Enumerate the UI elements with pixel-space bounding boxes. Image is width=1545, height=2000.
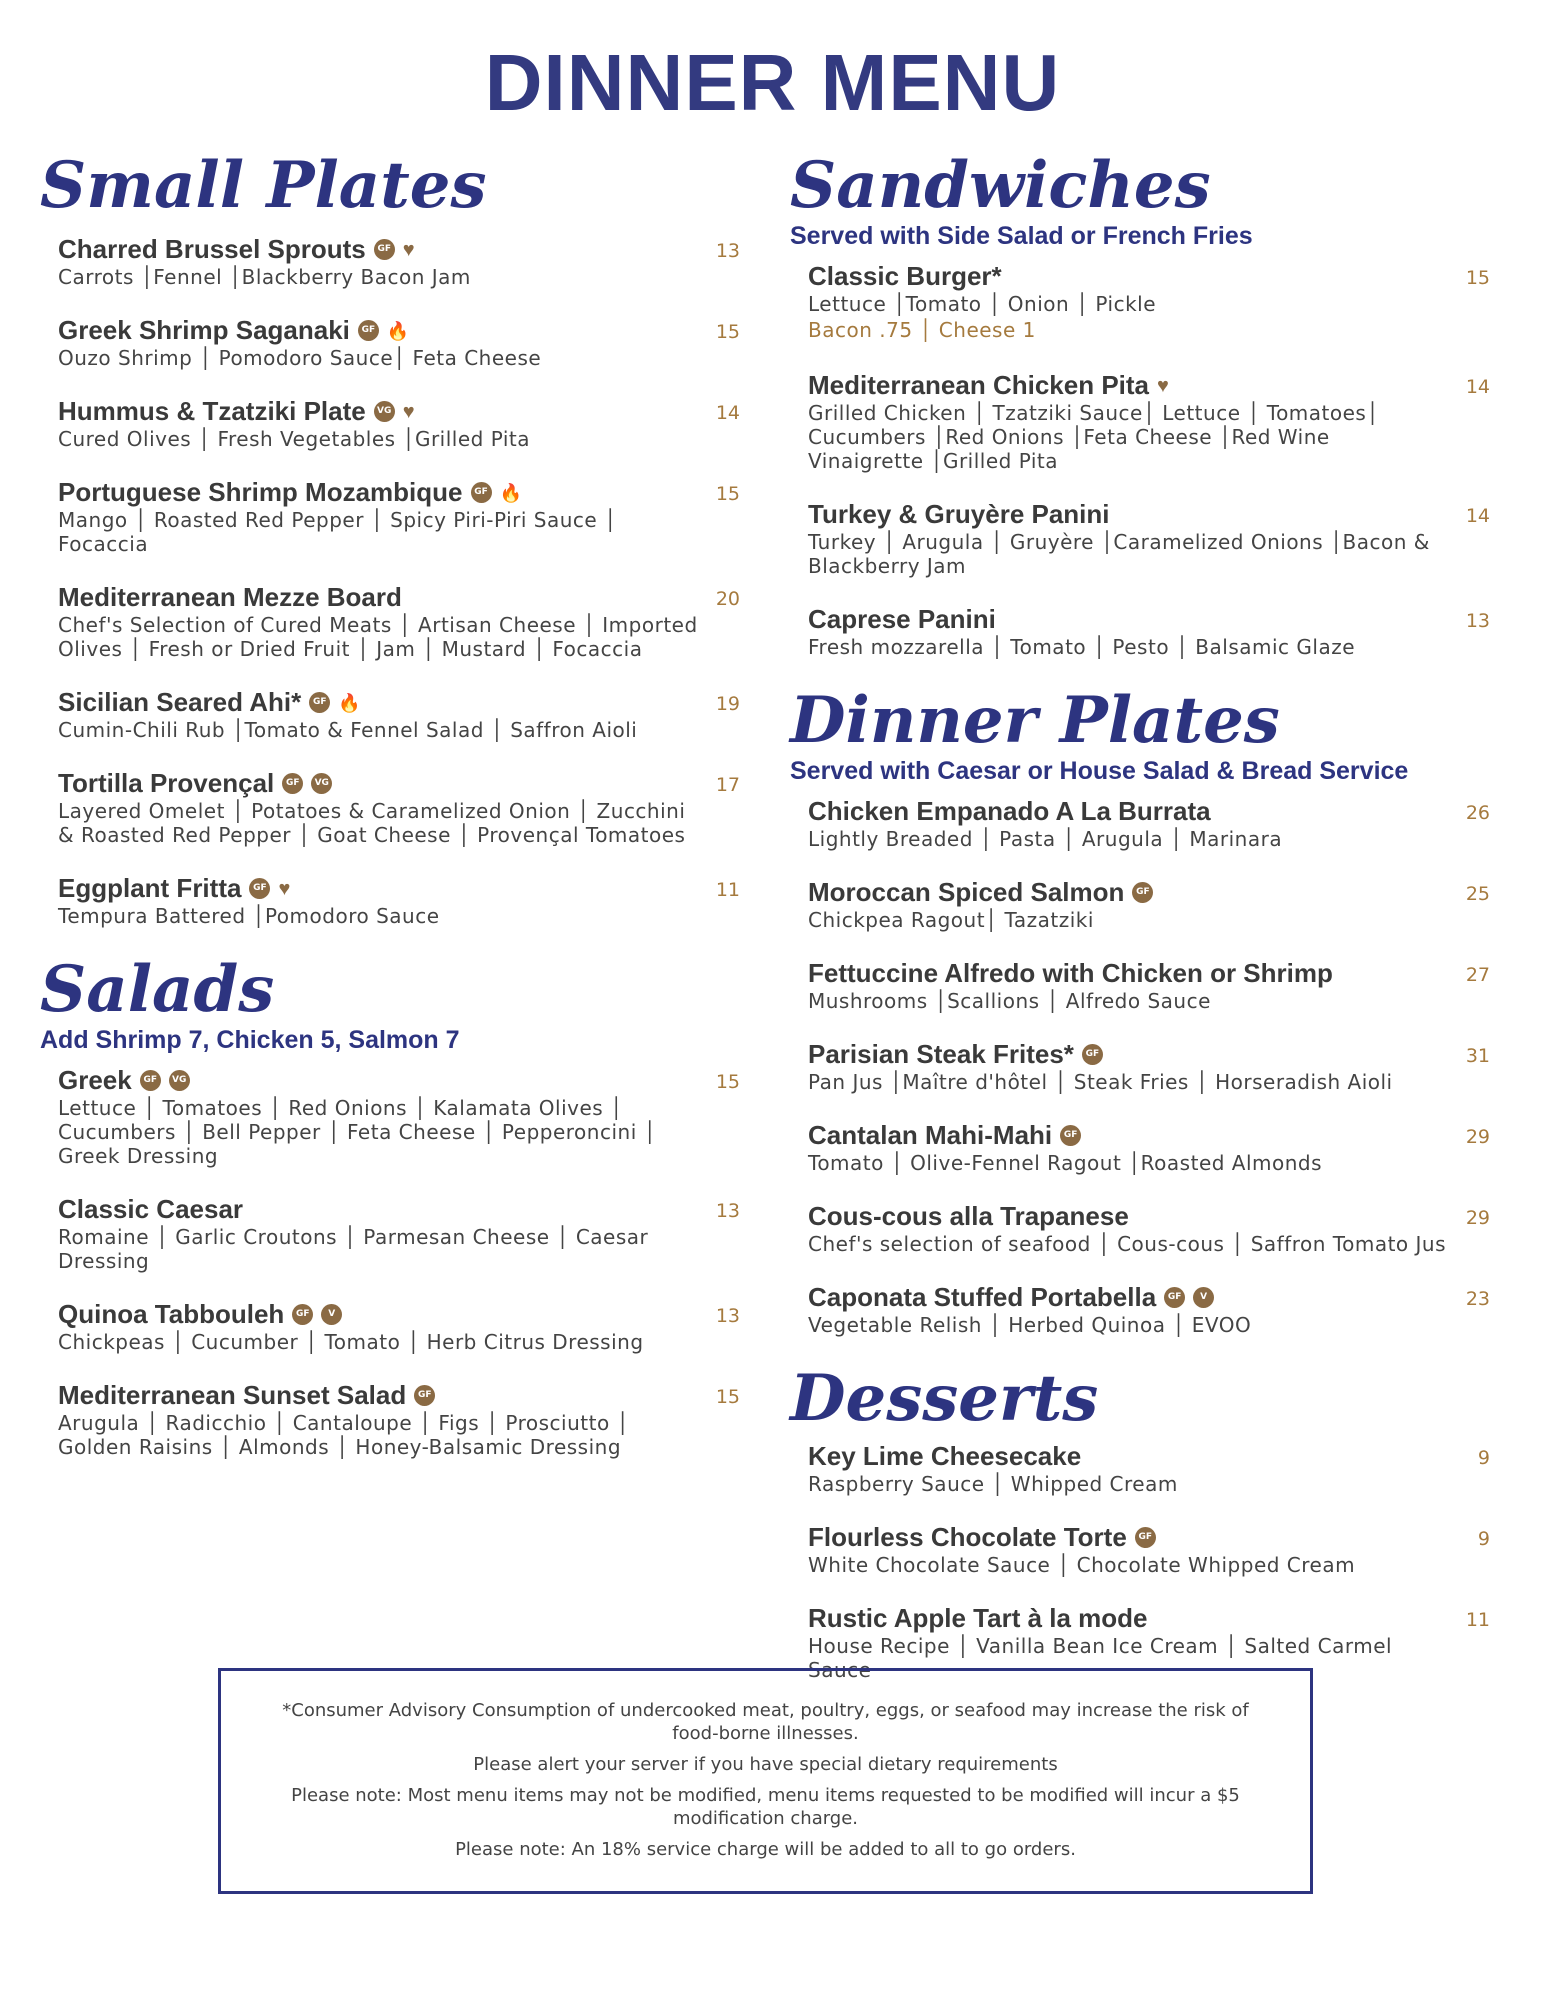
menu-item-description: Fresh mozzarella │ Tomato │ Pesto │ Balsamic Glaze xyxy=(808,635,1356,659)
menu-item-name-row xyxy=(808,1522,1450,1553)
menu-item xyxy=(40,315,740,370)
menu-item-description: Tempura Battered │Pomodoro Sauce xyxy=(58,904,440,928)
menu-item-price: 15 xyxy=(715,1071,740,1093)
menu-item xyxy=(790,1441,1490,1496)
menu-item-name: Portuguese Shrimp Mozambique xyxy=(58,477,463,507)
menu-item-name: Greek xyxy=(58,1065,132,1095)
menu-item-price: 23 xyxy=(1465,1288,1490,1310)
small-plates-heading: Small Plates xyxy=(40,148,487,223)
menu-item-description: Ouzo Shrimp │ Pomodoro Sauce│ Feta Cheese xyxy=(58,346,542,370)
gluten-free-icon: GF xyxy=(1082,1044,1103,1065)
sandwiches-section xyxy=(790,150,1490,659)
menu-item-description: House Recipe │ Vanilla Bean Ice Cream │ Salted Carmel Sauce xyxy=(808,1634,1393,1682)
gluten-free-icon: GF xyxy=(1060,1125,1081,1146)
menu-item xyxy=(40,873,740,928)
menu-item-price: 29 xyxy=(1465,1126,1490,1148)
menu-item-name: Flourless Chocolate Torte xyxy=(808,1522,1127,1552)
menu-item-name: Greek Shrimp Saganaki xyxy=(58,315,350,345)
salads-subheading: Add Shrimp 7, Chicken 5, Salmon 7 xyxy=(40,1026,460,1054)
menu-item-price: 15 xyxy=(715,1386,740,1408)
menu-item-description: Layered Omelet │ Potatoes & Caramelized Onion │ Zucchini & Roasted Red Pepper │ Goat Cheese │ Provençal Tomatoes xyxy=(58,799,686,847)
menu-item-name: Fettuccine Alfredo with Chicken or Shrimp xyxy=(808,958,1333,988)
vegetarian-icon: VG xyxy=(311,773,332,794)
gluten-free-icon: GF xyxy=(1132,882,1153,903)
menu-item xyxy=(790,1039,1490,1094)
menu-item xyxy=(40,1380,740,1459)
menu-item xyxy=(40,582,740,661)
menu-item-price: 26 xyxy=(1465,802,1490,824)
menu-item-description: Chickpea Ragout│ Tazatziki xyxy=(808,908,1094,932)
menu-item-name-row xyxy=(58,1065,700,1096)
menu-item-price: 13 xyxy=(1465,610,1490,632)
menu-item-name: Classic Caesar xyxy=(58,1194,244,1224)
menu-item-name-row xyxy=(808,1441,1450,1472)
menu-item-name: Cantalan Mahi-Mahi xyxy=(808,1120,1053,1150)
salads-heading: Salads xyxy=(40,952,275,1027)
menu-item-name: Mediterranean Sunset Salad xyxy=(58,1380,407,1410)
menu-item-description: Vegetable Relish │ Herbed Quinoa │ EVOO xyxy=(808,1313,1252,1337)
gluten-free-icon: GF xyxy=(282,773,303,794)
menu-item-name: Parisian Steak Frites* xyxy=(808,1039,1074,1069)
menu-item-name-row xyxy=(58,582,700,613)
advisory-line: Please note: Most menu items may not be modified, menu items requested to be modified will incur a $5 modification charge. xyxy=(291,1785,1240,1829)
gluten-free-icon: GF xyxy=(292,1304,313,1325)
menu-item-name-row xyxy=(808,370,1450,401)
menu-item-name-row xyxy=(58,477,700,508)
menu-item-description: Chickpeas │ Cucumber │ Tomato │ Herb Citrus Dressing xyxy=(58,1330,644,1354)
heart-icon: ♥ xyxy=(402,238,415,261)
menu-item xyxy=(40,687,740,742)
menu-item-description: Lettuce │Tomato │ Onion │ Pickle xyxy=(808,292,1157,316)
menu-item xyxy=(790,604,1490,659)
menu-item-description: White Chocolate Sauce │ Chocolate Whipped Cream xyxy=(808,1553,1356,1577)
menu-item-description: Mushrooms │Scallions │ Alfredo Sauce xyxy=(808,989,1211,1013)
menu-item-name-row xyxy=(808,1282,1450,1313)
menu-item-name: Moroccan Spiced Salmon xyxy=(808,877,1125,907)
menu-item-price: 25 xyxy=(1465,883,1490,905)
menu-item-name-row xyxy=(58,1299,700,1330)
small-plates-list xyxy=(40,234,740,928)
menu-item xyxy=(790,499,1490,578)
menu-item-price: 9 xyxy=(1477,1528,1490,1550)
menu-item-price: 15 xyxy=(1465,267,1490,289)
menu-item-name: Classic Burger* xyxy=(808,261,1002,291)
menu-item xyxy=(790,1120,1490,1175)
menu-item-description: Arugula │ Radicchio │ Cantaloupe │ Figs │ Prosciutto │ Golden Raisins │ Almonds │ Honey-Balsamic Dressing xyxy=(58,1411,630,1459)
menu-item-price: 11 xyxy=(715,879,740,901)
menu-item-name-row xyxy=(58,873,700,904)
gluten-free-icon: GF xyxy=(358,320,379,341)
menu-item-description: Lightly Breaded │ Pasta │ Arugula │ Marinara xyxy=(808,827,1283,851)
menu-item xyxy=(790,370,1490,473)
menu-item-name: Rustic Apple Tart à la mode xyxy=(808,1603,1148,1633)
menu-item-name-row xyxy=(808,261,1450,292)
menu-item-price: 14 xyxy=(1465,376,1490,398)
menu-item-price: 31 xyxy=(1465,1045,1490,1067)
menu-item-name: Caprese Panini xyxy=(808,604,996,634)
heart-icon: ♥ xyxy=(278,877,291,900)
desserts-list xyxy=(790,1441,1490,1682)
menu-item xyxy=(790,261,1490,344)
menu-item-name: Tortilla Provençal xyxy=(58,768,275,798)
menu-item-name-row xyxy=(808,1603,1450,1634)
heart-icon: ♥ xyxy=(1157,374,1169,397)
dinner-plates-subheading: Served with Caesar or House Salad & Bread Service xyxy=(790,757,1409,785)
menu-item-price: 13 xyxy=(715,1200,740,1222)
gluten-free-icon: GF xyxy=(414,1385,435,1406)
menu-item-description: Mango │ Roasted Red Pepper │ Spicy Piri-Piri Sauce │ Focaccia xyxy=(58,508,617,556)
right-column xyxy=(790,150,1490,1708)
menu-item xyxy=(790,1522,1490,1577)
sandwiches-subheading: Served with Side Salad or French Fries xyxy=(790,222,1253,250)
sandwiches-heading: Sandwiches xyxy=(790,148,1211,223)
gluten-free-icon: GF xyxy=(249,878,270,899)
menu-item-name: Quinoa Tabbouleh xyxy=(58,1299,285,1329)
menu-item-name: Mediterranean Chicken Pita xyxy=(808,370,1149,400)
gluten-free-icon: GF xyxy=(1135,1527,1156,1548)
gluten-free-icon: GF xyxy=(309,692,330,713)
vegan-icon: V xyxy=(1193,1287,1214,1308)
sandwiches-list xyxy=(790,261,1490,659)
menu-item-price: 15 xyxy=(715,483,740,505)
left-column xyxy=(40,150,740,1485)
advisory-line: *Consumer Advisory Consumption of undercooked meat, poultry, eggs, or seafood may increase the risk of food-borne illnesses. xyxy=(282,1700,1249,1744)
gluten-free-icon: GF xyxy=(374,239,395,260)
menu-item-name: Caponata Stuffed Portabella xyxy=(808,1282,1157,1312)
menu-title: DINNER MENU xyxy=(484,38,1061,127)
menu-item-price: 17 xyxy=(715,774,740,796)
menu-item xyxy=(790,1282,1490,1337)
vegetarian-icon: VG xyxy=(169,1070,190,1091)
vegan-icon: V xyxy=(321,1304,342,1325)
menu-item-price: 27 xyxy=(1465,964,1490,986)
menu-item xyxy=(40,477,740,556)
desserts-heading: Desserts xyxy=(790,1361,1099,1436)
menu-item xyxy=(40,1299,740,1354)
menu-item-name: Charred Brussel Sprouts xyxy=(58,234,366,264)
menu-item-price: 11 xyxy=(1465,1609,1490,1631)
menu-item-name-row xyxy=(58,315,700,346)
menu-item-name: Eggplant Fritta xyxy=(58,873,242,903)
menu-item-price: 19 xyxy=(715,693,740,715)
menu-item-description: Carrots │Fennel │Blackberry Bacon Jam xyxy=(58,265,471,289)
menu-item-name-row xyxy=(808,958,1450,989)
menu-item-price: 14 xyxy=(1465,505,1490,527)
menu-item-name-row xyxy=(58,687,700,718)
menu-item-name: Key Lime Cheesecake xyxy=(808,1441,1082,1471)
menu-item-name-row xyxy=(58,1194,700,1225)
menu-item-name: Cous-cous alla Trapanese xyxy=(808,1201,1129,1231)
menu-item-description: Grilled Chicken │ Tzatziki Sauce│ Lettuce │ Tomatoes│ Cucumbers │Red Onions │Feta Cheese │Red Wine Vinaigrette │Grilled Pita xyxy=(808,401,1379,473)
menu-item-description: Tomato │ Olive-Fennel Ragout │Roasted Almonds xyxy=(808,1151,1323,1175)
menu-item-name: Turkey & Gruyère Panini xyxy=(808,499,1110,529)
menu-item-description: Pan Jus │Maître d'hôtel │ Steak Fries │ Horseradish Aioli xyxy=(808,1070,1393,1094)
menu-item-price: 15 xyxy=(715,321,740,343)
menu-item-description: Cured Olives │ Fresh Vegetables │Grilled Pita xyxy=(58,427,530,451)
gluten-free-icon: GF xyxy=(471,482,492,503)
menu-item-name-row xyxy=(808,1201,1450,1232)
vegetarian-icon: VG xyxy=(374,401,395,422)
menu-item-name: Hummus & Tzatziki Plate xyxy=(58,396,366,426)
heart-icon: ♥ xyxy=(402,400,415,423)
menu-item xyxy=(40,396,740,451)
spicy-flame-icon: 🔥 xyxy=(499,482,522,503)
menu-item-name-row xyxy=(58,396,700,427)
advisory-line: Please note: An 18% service charge will be added to all to go orders. xyxy=(455,1839,1076,1860)
menu-item-name-row xyxy=(808,604,1450,635)
menu-item-price: 14 xyxy=(715,402,740,424)
menu-item-addons: Bacon .75 │ Cheese 1 xyxy=(808,318,1036,342)
menu-item-price: 13 xyxy=(715,1305,740,1327)
menu-item xyxy=(790,958,1490,1013)
menu-item-description: Romaine │ Garlic Croutons │ Parmesan Cheese │ Caesar Dressing xyxy=(58,1225,649,1273)
dinner-plates-list xyxy=(790,796,1490,1337)
menu-item-name-row xyxy=(808,1039,1450,1070)
menu-item-name: Mediterranean Mezze Board xyxy=(58,582,402,612)
menu-item-name-row xyxy=(808,877,1450,908)
menu-item-description: Turkey │ Arugula │ Gruyère │Caramelized Onions │Bacon & Blackberry Jam xyxy=(808,530,1430,578)
menu-item-name-row xyxy=(808,796,1450,827)
menu-item-name: Sicilian Seared Ahi* xyxy=(58,687,302,717)
dinner-plates-section xyxy=(790,685,1490,1337)
menu-item-name-row xyxy=(58,768,700,799)
menu-item-price: 9 xyxy=(1477,1447,1490,1469)
gluten-free-icon: GF xyxy=(140,1070,161,1091)
salads-list xyxy=(40,1065,740,1459)
menu-item-price: 13 xyxy=(715,240,740,262)
menu-item-price: 20 xyxy=(715,588,740,610)
menu-item xyxy=(40,1194,740,1273)
salads-section xyxy=(40,954,740,1459)
menu-item-description: Chef's selection of seafood │ Cous-cous │ Saffron Tomato Jus xyxy=(808,1232,1446,1256)
consumer-advisory-box xyxy=(218,1668,1313,1894)
menu-item-name: Chicken Empanado A La Burrata xyxy=(808,796,1211,826)
advisory-line: Please alert your server if you have special dietary requirements xyxy=(473,1754,1058,1775)
menu-item-price: 29 xyxy=(1465,1207,1490,1229)
menu-item-description: Raspberry Sauce │ Whipped Cream xyxy=(808,1472,1178,1496)
menu-item-name-row xyxy=(58,1380,700,1411)
menu-item xyxy=(790,1201,1490,1256)
spicy-flame-icon: 🔥 xyxy=(338,692,361,713)
menu-item-name-row xyxy=(808,1120,1450,1151)
small-plates-section xyxy=(40,150,740,928)
menu-item-name-row xyxy=(808,499,1450,530)
menu-item xyxy=(40,1065,740,1168)
menu-item-name-row xyxy=(58,234,700,265)
gluten-free-icon: GF xyxy=(1164,1287,1185,1308)
desserts-section xyxy=(790,1363,1490,1682)
menu-item-description: Cumin-Chili Rub │Tomato & Fennel Salad │ Saffron Aioli xyxy=(58,718,638,742)
spicy-flame-icon: 🔥 xyxy=(386,320,410,341)
menu-item xyxy=(40,234,740,289)
menu-item-description: Lettuce │ Tomatoes │ Red Onions │ Kalamata Olives │ Cucumbers │ Bell Pepper │ Feta Cheese │ Pepperoncini │ Greek Dressing xyxy=(58,1096,657,1168)
menu-item-description: Chef's Selection of Cured Meats │ Artisan Cheese │ Imported Olives │ Fresh or Dried Fruit │ Jam │ Mustard │ Focaccia xyxy=(58,613,698,661)
menu-item xyxy=(790,796,1490,851)
menu-item xyxy=(40,768,740,847)
dinner-plates-heading: Dinner Plates xyxy=(790,683,1280,758)
menu-item xyxy=(790,877,1490,932)
